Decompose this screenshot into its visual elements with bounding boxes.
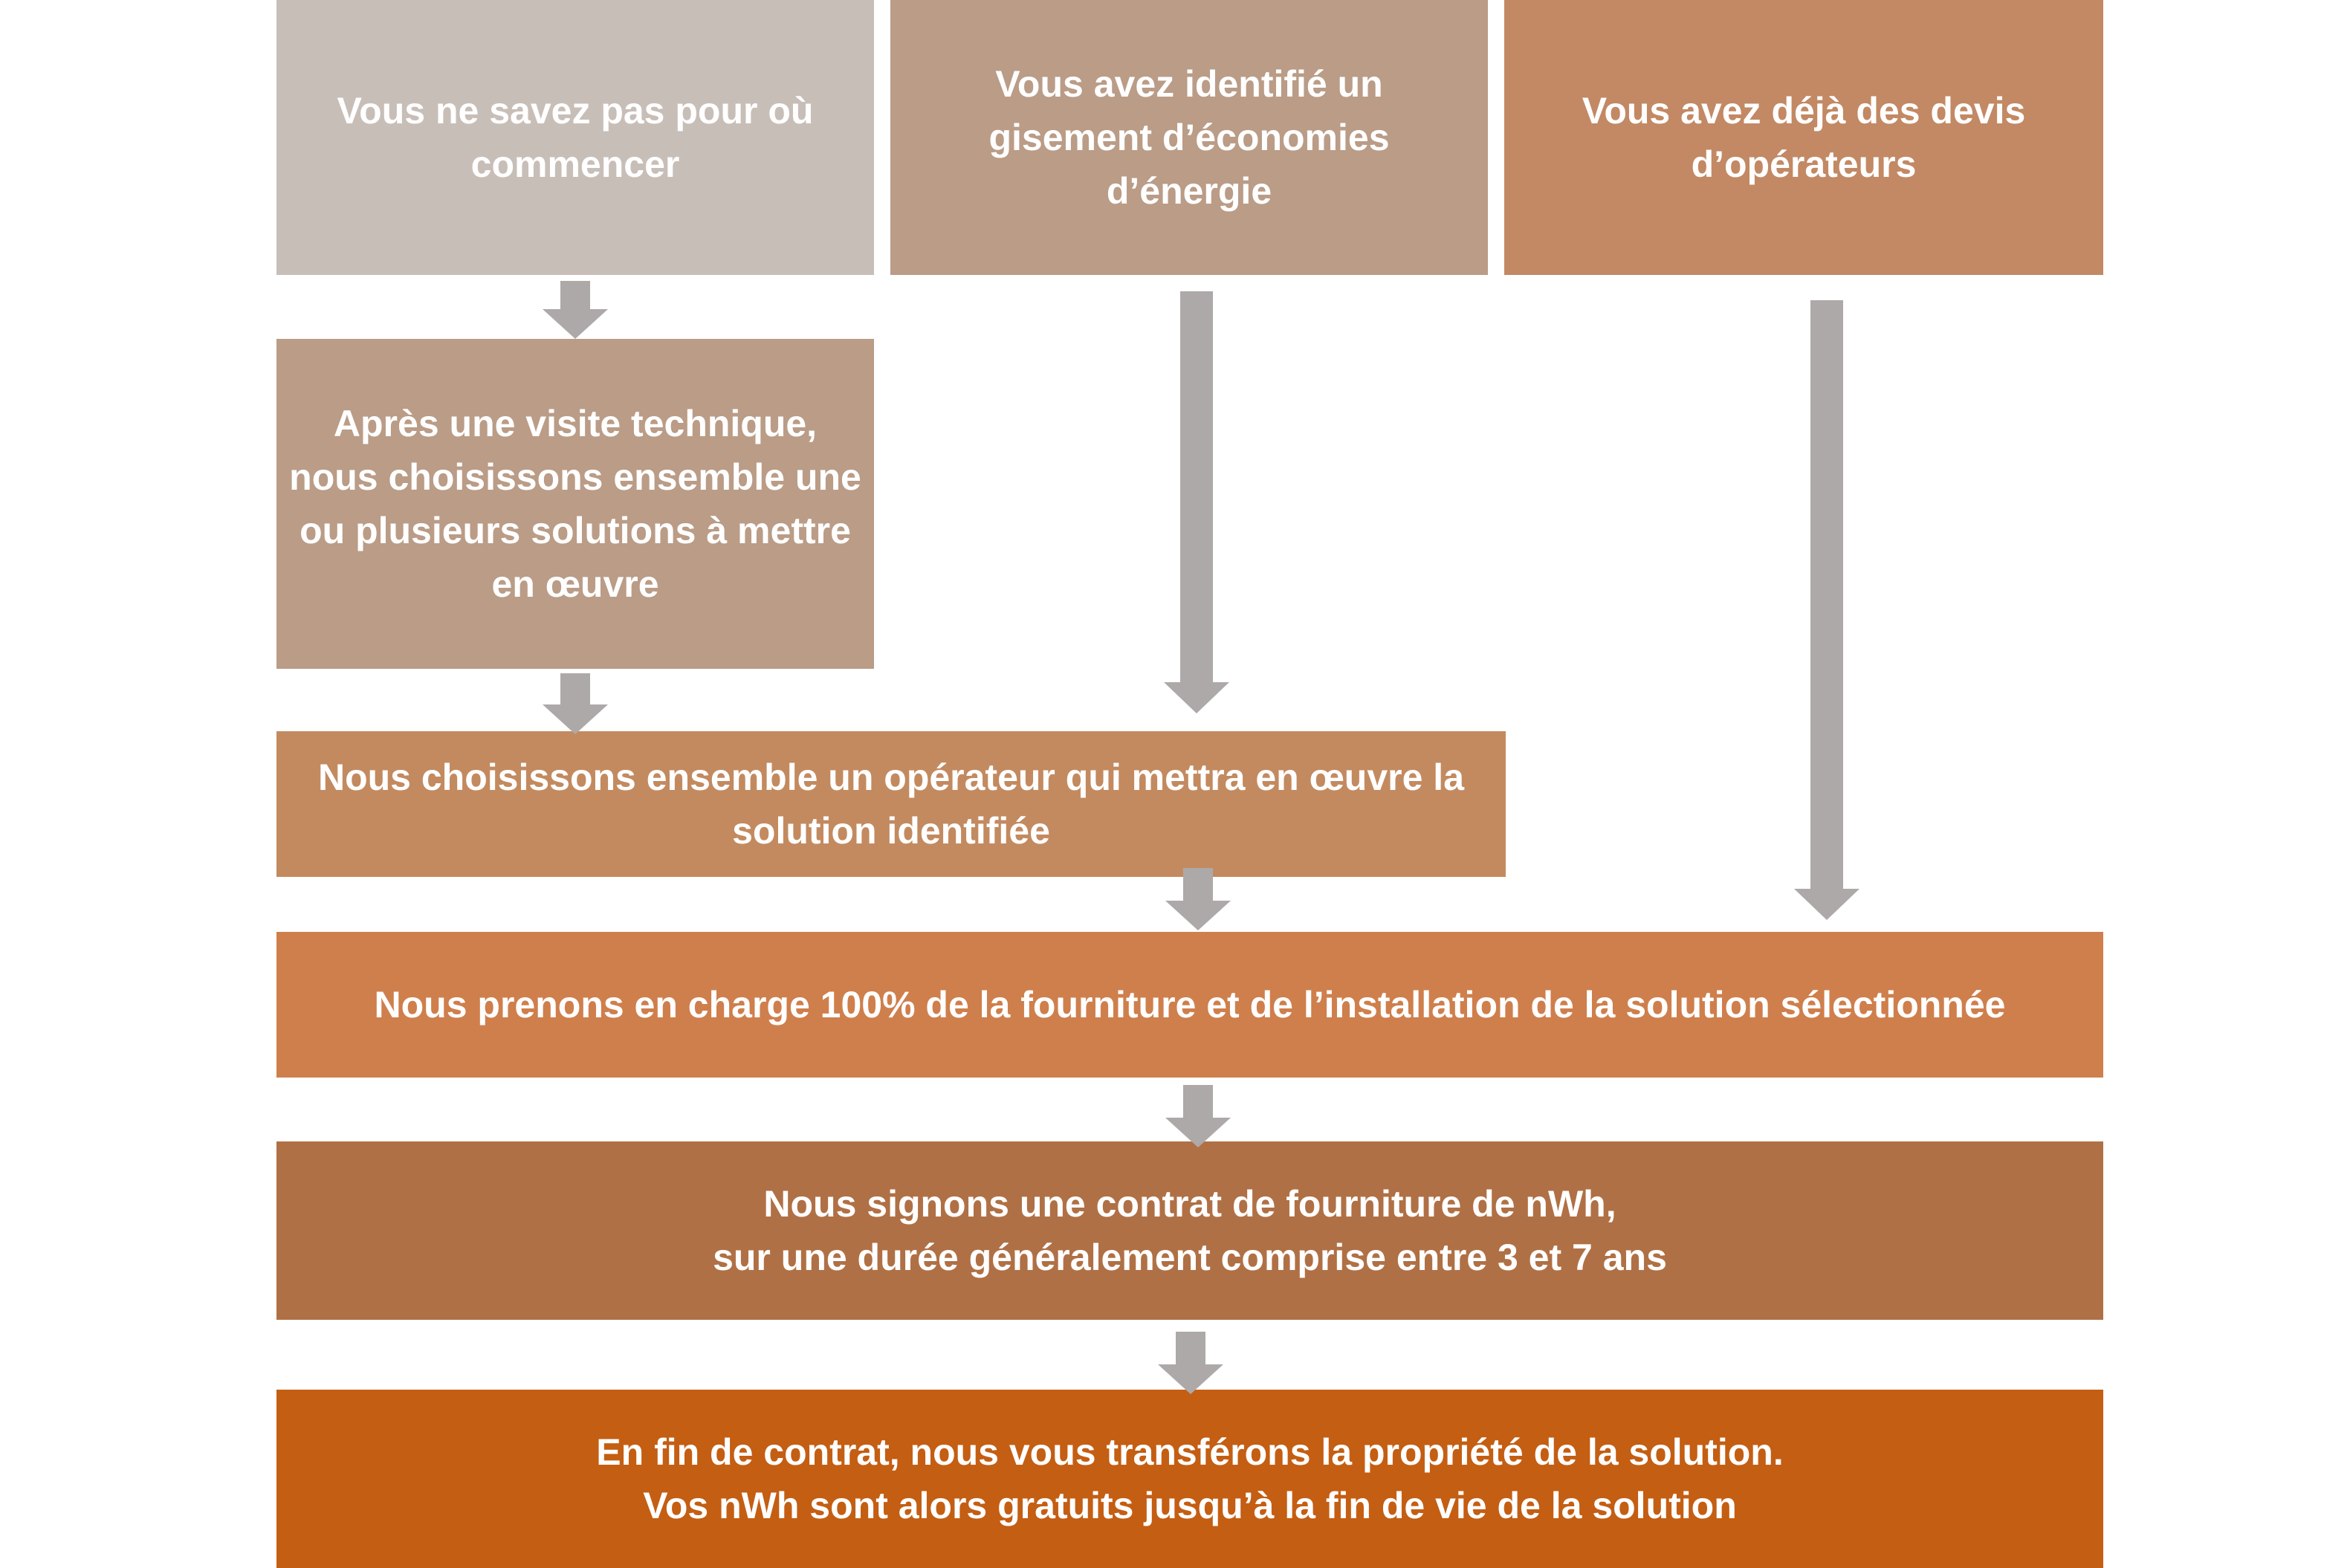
box-start-unknown [276, 0, 874, 275]
arrow-down-icon [1164, 291, 1229, 713]
box-identified [890, 0, 1488, 275]
arrow-down-icon [1165, 1085, 1231, 1147]
box-line: En fin de contrat, nous vous transférons la propriété de la solution. [596, 1431, 1784, 1473]
box-line: Vos nWh sont alors gratuits jusqu’à la fin de vie de la solution [643, 1485, 1737, 1526]
box-full-coverage [276, 932, 2103, 1078]
box-technical-visit [276, 339, 874, 669]
arrow-down-icon [543, 673, 608, 734]
arrow-down-icon [1158, 1332, 1223, 1394]
arrow-down-icon [543, 281, 608, 339]
box-contract [276, 1141, 2103, 1320]
box-line: Vous ne savez pas pour où [337, 90, 814, 132]
box-line: nous choisissons ensemble une [289, 456, 861, 498]
box-line: Vous avez identifié un [995, 63, 1383, 105]
box-line: d’énergie [1106, 170, 1272, 212]
box-line: sur une durée généralement comprise entre 3 et 7 ans [713, 1237, 1667, 1278]
box-line: d’opérateurs [1691, 143, 1917, 185]
box-line: ou plusieurs solutions à mettre [300, 510, 851, 551]
arrow-down-icon [1165, 868, 1231, 930]
box-line: en œuvre [491, 563, 659, 605]
box-end-of-contract [276, 1390, 2103, 1568]
box-line: commencer [470, 143, 680, 185]
box-line: Nous choisissons ensemble un opérateur qui mettra en œuvre la [317, 757, 1465, 798]
box-line: solution identifiée [732, 810, 1050, 852]
box-line: Vous avez déjà des devis [1582, 90, 2026, 132]
box-line: Après une visite technique, [333, 403, 818, 444]
box-have-quotes [1504, 0, 2103, 275]
box-line: gisement d’économies [988, 117, 1390, 158]
box-choose-operator [276, 731, 1506, 877]
box-line: Nous prenons en charge 100% de la fourniture et de l’installation de la solution sélectionnée [374, 984, 2006, 1026]
arrow-down-icon [1794, 300, 1859, 920]
box-line: Nous signons une contrat de fourniture de nWh, [763, 1183, 1616, 1225]
